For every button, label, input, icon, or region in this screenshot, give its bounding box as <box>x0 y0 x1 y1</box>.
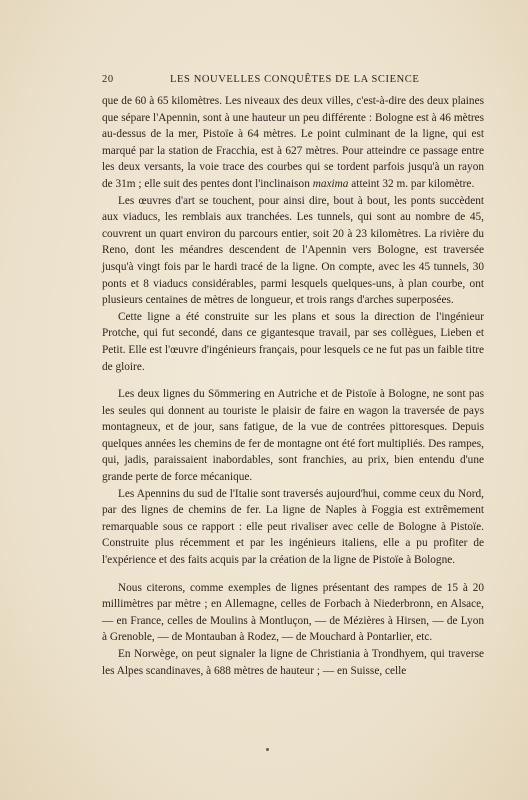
paragraph: Les Apennins du sud de l'Italie sont traversés aujourd'hui, comme ceux du Nord, par des lignes de chemins de fer. La ligne de Naples à Foggia est extrêmement remarquable sous ce rapport : elle peut rivaliser avec celle de Bologne à Pistoïe. Construite plus récemment et par les ingénieurs italiens, elle a pu profiter de l'expérience et des faits acquis par la création de la ligne de Pistoïe à Bologne. <box>102 487 484 567</box>
paragraph: Les œuvres d'art se touchent, pour ainsi dire, bout à bout, les ponts succèdent aux viaducs, les remblais aux tranchées. Les tunnels, qui sont au nombre de 45, couvrent un quart environ du parcours entier, soit 20 à 23 kilomètres. La rivière du Reno, dont les méandres descendent de l'Apennin vers Bologne, est traversée jusqu'à vingt fois par le hardi tracé de la ligne. On compte, avec les 45 tunnels, 30 ponts et 8 viaducs considérables, parmi lesquels quelques-uns, à plan courbe, ont plusieurs centaines de mètres de longueur, et trois rangs d'arches superposées. <box>102 194 484 307</box>
paragraph: En Norwège, on peut signaler la ligne de Christiania à Trondhyem, qui traverse les Alpes scandinaves, à 688 mètres de hauteur ; — en Suisse, celle <box>102 648 484 677</box>
paragraph <box>102 93 484 193</box>
body-text <box>102 93 484 679</box>
paragraph-text: atteint 32 m. par kilomètre. <box>348 177 475 190</box>
paragraph: Les deux lignes du Sömmering en Autriche et de Pistoïe à Bologne, ne sont pas les seules qui donnent au touriste le plaisir de faire en wagon la traversée de pays montagneux, et de jour, sans fatigue, de la vue de contrées pittoresques. Depuis quelques années les chemins de fer de montagne ont été fort multipliés. Des rampes, qui, jadis, paraissaient inabordables, sont franchies, au prix, bien entendu d'une grande perte de force mécanique. <box>102 388 484 484</box>
ink-speck <box>266 748 269 751</box>
paragraph-text: que de 60 à 65 kilomètres. Les niveaux des deux villes, c'est-à-dire des deux plaines que sépare l'Apennin, sont à une hauteur un peu différente : Bologne est à 46 mètres au-dessus de la mer, Pistoïe à 64 mètres. Le point culminant de la ligne, qui est marqué par la station de Fracchia, est à 627 mètres. Pour atteindre ce passage entre les deux versants, la voie trace des courbes qui se tordent parfois jusqu'à un rayon de 31m ; elle suit des pentes dont l'inclinaison <box>102 95 484 190</box>
running-title: LES NOUVELLES CONQUÊTES DE LA SCIENCE <box>170 74 420 85</box>
paragraph: Cette ligne a été construite sur les plans et sous la direction de l'ingénieur Protche, qui fut secondé, dans ce gigantesque travail, par ses collègues, Lieben et Petit. Elle est l'œuvre d'ingénieurs français, pour lesquels ce ne fut pas un faible titre de gloire. <box>102 310 484 373</box>
page-header <box>102 74 484 90</box>
paragraph: Nous citerons, comme exemples de lignes présentant des rampes de 15 à 20 millimètres par mètre ; en Allemagne, celles de Forbach à Niederbronn, en Alsace, — en France, celles de Moulins à Montluçon, — de Mézières à Hirsen, — de Lyon à Grenoble, — de Montauban à Rodez, — de Mouchard à Pontarlier, etc. <box>102 581 484 644</box>
emphasis-text: maxima <box>312 177 349 190</box>
page-number: 20 <box>102 74 114 85</box>
